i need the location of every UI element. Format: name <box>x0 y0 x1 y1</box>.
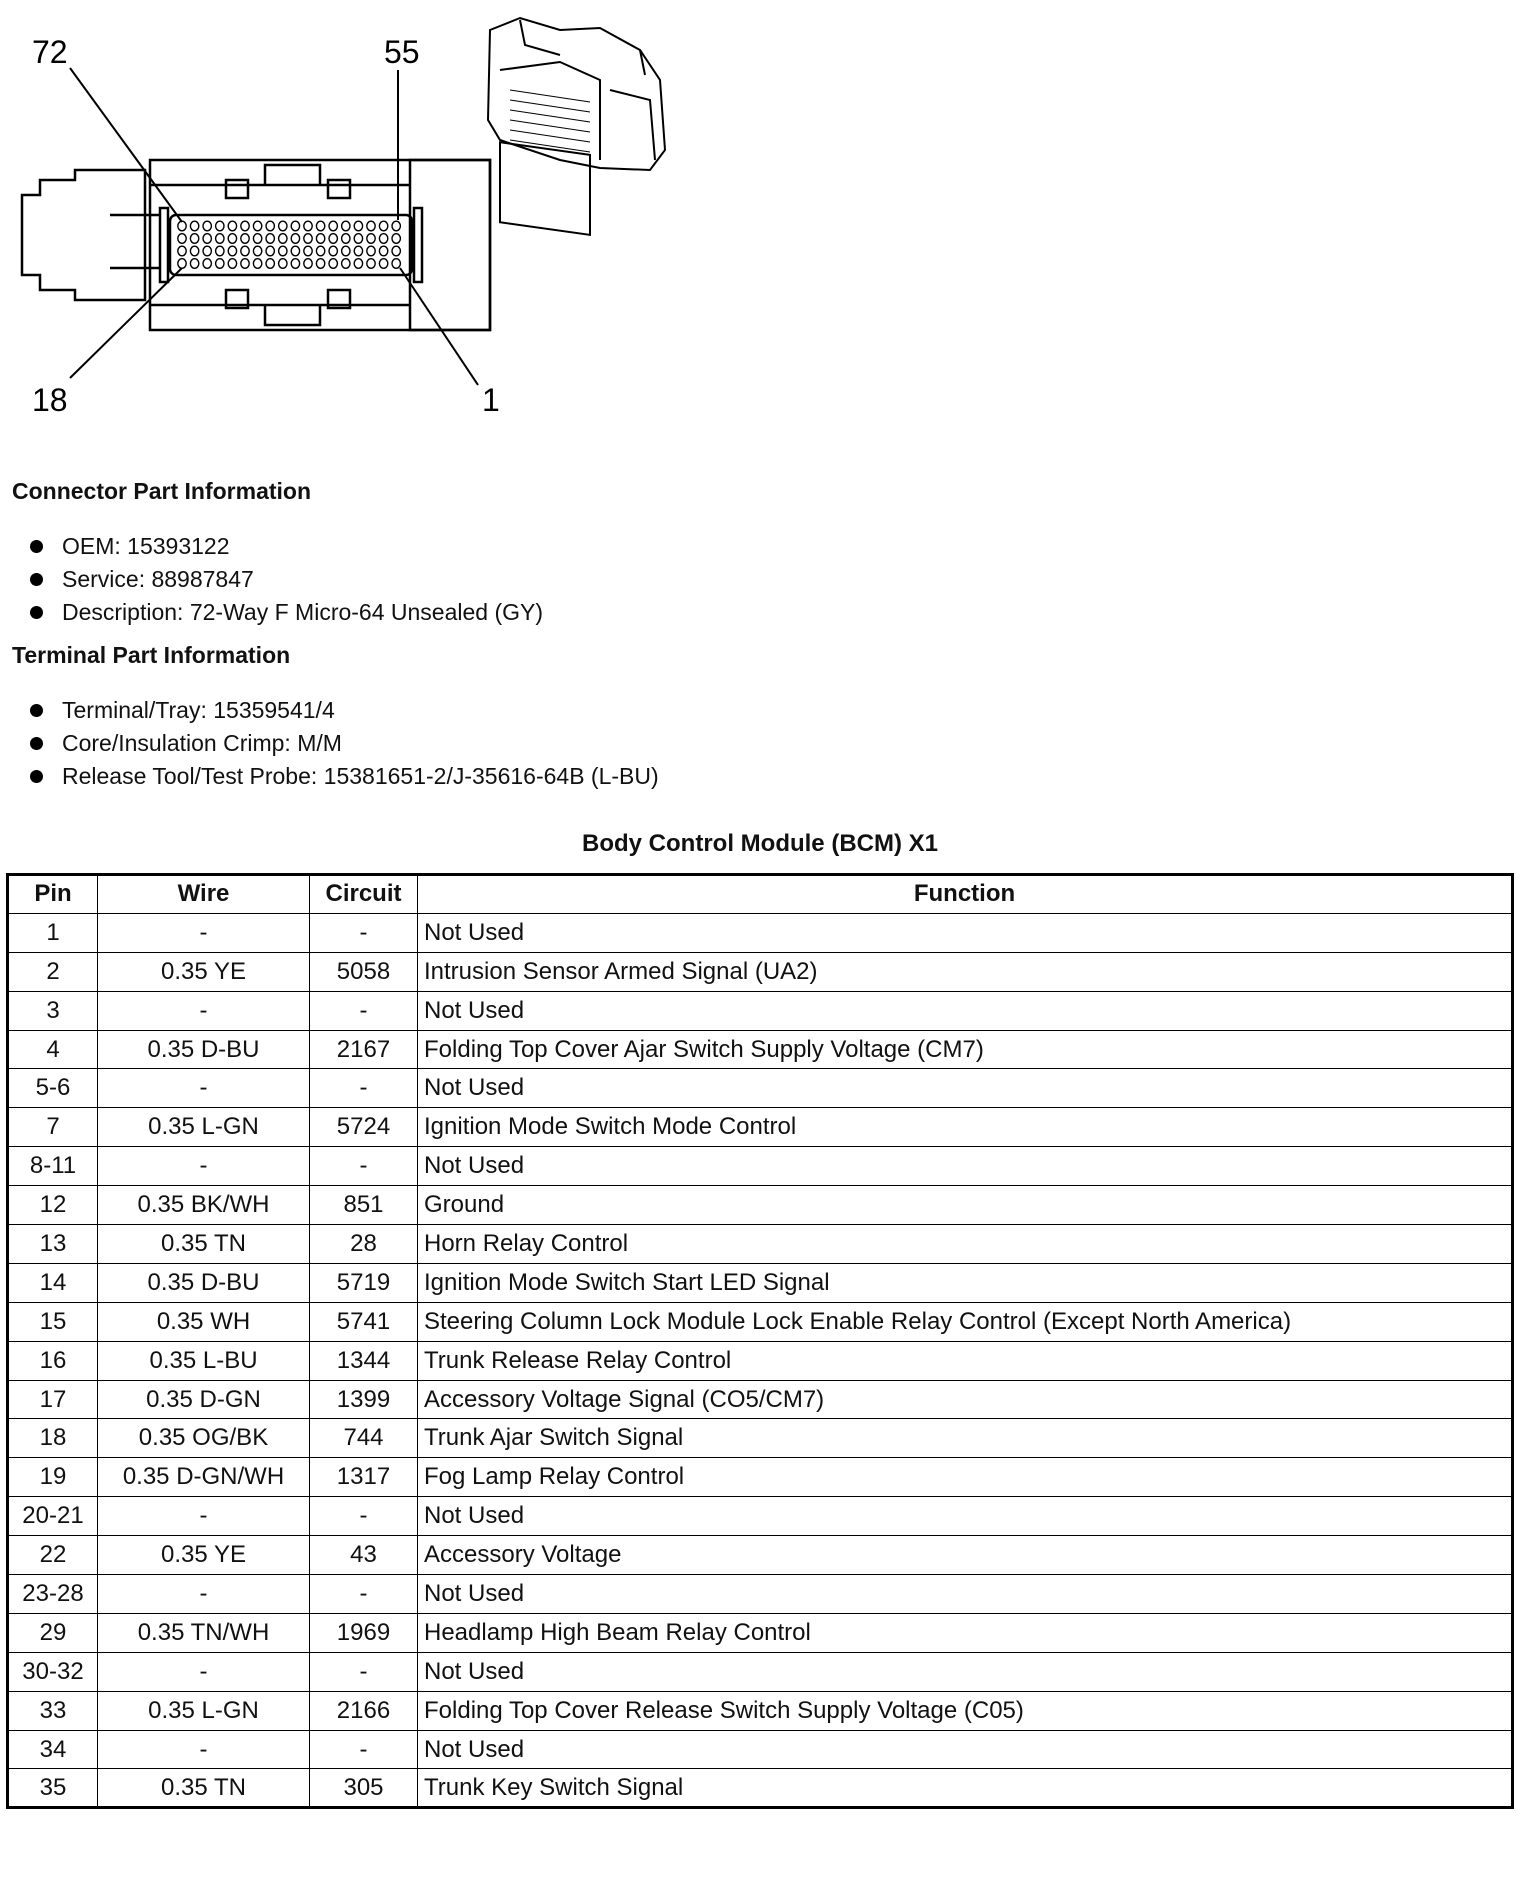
table-row <box>8 1458 1513 1497</box>
connector-pin <box>241 234 249 244</box>
pin-cell: 34 <box>8 1730 98 1769</box>
circuit-cell: 5741 <box>310 1302 418 1341</box>
circuit-cell: - <box>310 1730 418 1769</box>
wire-cell: 0.35 D-BU <box>98 1263 310 1302</box>
circuit-cell: 1399 <box>310 1380 418 1419</box>
circuit-cell: - <box>310 1652 418 1691</box>
connector-pin <box>367 246 375 256</box>
connector-pin <box>316 259 324 269</box>
list-item <box>30 694 659 727</box>
circuit-cell: 43 <box>310 1536 418 1575</box>
connector-pin <box>379 234 387 244</box>
connector-pin <box>392 221 400 231</box>
connector-pin <box>203 259 211 269</box>
list-item <box>30 530 543 563</box>
wire-cell: 0.35 TN <box>98 1769 310 1808</box>
pin-cell: 17 <box>8 1380 98 1419</box>
function-cell: Not Used <box>418 1575 1513 1614</box>
connector-pin <box>266 246 274 256</box>
connector-pin <box>241 246 249 256</box>
connector-pin <box>342 259 350 269</box>
connector-diagram <box>0 0 820 440</box>
function-cell: Accessory Voltage Signal (CO5/CM7) <box>418 1380 1513 1419</box>
pin-table <box>6 873 1514 1809</box>
connector-pin <box>316 221 324 231</box>
column-header-circuit: Circuit <box>310 875 418 914</box>
connector-pin <box>178 234 186 244</box>
connector-pin <box>190 234 198 244</box>
function-cell: Headlamp High Beam Relay Control <box>418 1613 1513 1652</box>
connector-pin <box>190 221 198 231</box>
connector-pin <box>329 259 337 269</box>
circuit-cell: 744 <box>310 1419 418 1458</box>
pin-label-1: 1 <box>482 382 500 418</box>
connector-pin <box>291 259 299 269</box>
function-cell: Trunk Release Relay Control <box>418 1341 1513 1380</box>
connector-pin <box>203 234 211 244</box>
circuit-cell: 2166 <box>310 1691 418 1730</box>
circuit-cell: 1969 <box>310 1613 418 1652</box>
bullet-icon <box>30 770 43 783</box>
function-cell: Ignition Mode Switch Mode Control <box>418 1108 1513 1147</box>
function-cell: Not Used <box>418 1497 1513 1536</box>
function-cell: Steering Column Lock Module Lock Enable Relay Control (Except North America) <box>418 1302 1513 1341</box>
bullet-icon <box>30 573 43 586</box>
circuit-cell: 851 <box>310 1186 418 1225</box>
wire-cell: - <box>98 1575 310 1614</box>
column-header-pin: Pin <box>8 875 98 914</box>
connector-pin <box>253 246 261 256</box>
list-item-text: Release Tool/Test Probe: 15381651-2/J-35616-64B (L-BU) <box>62 763 659 789</box>
connector-pin <box>228 259 236 269</box>
connector-pin <box>228 234 236 244</box>
table-row <box>8 1186 1513 1225</box>
connector-pin <box>253 259 261 269</box>
wire-cell: - <box>98 991 310 1030</box>
function-cell: Not Used <box>418 1730 1513 1769</box>
pin-cell: 30-32 <box>8 1652 98 1691</box>
connector-pin <box>253 234 261 244</box>
table-row <box>8 1575 1513 1614</box>
pin-cell: 22 <box>8 1536 98 1575</box>
connector-pin <box>291 246 299 256</box>
list-item-text: Description: 72-Way F Micro-64 Unsealed (GY) <box>62 599 544 625</box>
terminal-info-list <box>30 694 659 793</box>
circuit-cell: 305 <box>310 1769 418 1808</box>
wire-cell: 0.35 YE <box>98 952 310 991</box>
wire-cell: 0.35 D-GN/WH <box>98 1458 310 1497</box>
function-cell: Not Used <box>418 1147 1513 1186</box>
pin-cell: 20-21 <box>8 1497 98 1536</box>
wire-cell: 0.35 OG/BK <box>98 1419 310 1458</box>
wire-cell: - <box>98 913 310 952</box>
table-row <box>8 1225 1513 1264</box>
connector-pin <box>216 234 224 244</box>
pin-cell: 33 <box>8 1691 98 1730</box>
pin-label-18: 18 <box>32 382 68 418</box>
list-item-text: Terminal/Tray: 15359541/4 <box>62 697 335 723</box>
connector-pin <box>266 234 274 244</box>
circuit-cell: - <box>310 991 418 1030</box>
pin-cell: 4 <box>8 1030 98 1069</box>
wire-cell: 0.35 D-BU <box>98 1030 310 1069</box>
circuit-cell: 5724 <box>310 1108 418 1147</box>
pin-cell: 7 <box>8 1108 98 1147</box>
circuit-cell: 5719 <box>310 1263 418 1302</box>
connector-pin <box>253 221 261 231</box>
table-row <box>8 1147 1513 1186</box>
wire-cell: - <box>98 1147 310 1186</box>
pin-cell: 3 <box>8 991 98 1030</box>
circuit-cell: - <box>310 1069 418 1108</box>
connector-pin <box>266 221 274 231</box>
connector-pin <box>178 246 186 256</box>
connector-pin <box>279 259 287 269</box>
list-item-text: Service: 88987847 <box>62 566 254 592</box>
circuit-cell: - <box>310 1575 418 1614</box>
function-cell: Intrusion Sensor Armed Signal (UA2) <box>418 952 1513 991</box>
table-row <box>8 1536 1513 1575</box>
function-cell: Folding Top Cover Release Switch Supply Voltage (C05) <box>418 1691 1513 1730</box>
connector-pin <box>354 234 362 244</box>
function-cell: Not Used <box>418 1069 1513 1108</box>
connector-pin <box>329 246 337 256</box>
connector-pin <box>329 221 337 231</box>
connector-pin <box>279 221 287 231</box>
wire-cell: - <box>98 1069 310 1108</box>
connector-pin <box>379 221 387 231</box>
circuit-cell: 28 <box>310 1225 418 1264</box>
connector-pin <box>304 259 312 269</box>
connector-pin <box>304 221 312 231</box>
list-item <box>30 760 659 793</box>
wire-cell: 0.35 L-GN <box>98 1108 310 1147</box>
table-row <box>8 1730 1513 1769</box>
connector-pin <box>203 221 211 231</box>
wire-cell: - <box>98 1730 310 1769</box>
pin-cell: 15 <box>8 1302 98 1341</box>
connector-pin <box>342 221 350 231</box>
wire-cell: 0.35 YE <box>98 1536 310 1575</box>
table-row <box>8 913 1513 952</box>
function-cell: Horn Relay Control <box>418 1225 1513 1264</box>
function-cell: Ignition Mode Switch Start LED Signal <box>418 1263 1513 1302</box>
function-cell: Ground <box>418 1186 1513 1225</box>
connector-pin <box>354 246 362 256</box>
function-cell: Not Used <box>418 991 1513 1030</box>
pin-cell: 5-6 <box>8 1069 98 1108</box>
connector-pin <box>354 221 362 231</box>
bullet-icon <box>30 606 43 619</box>
circuit-cell: - <box>310 1497 418 1536</box>
table-row <box>8 1030 1513 1069</box>
bullet-icon <box>30 737 43 750</box>
pin-cell: 1 <box>8 913 98 952</box>
pin-cell: 13 <box>8 1225 98 1264</box>
function-cell: Folding Top Cover Ajar Switch Supply Voltage (CM7) <box>418 1030 1513 1069</box>
function-cell: Trunk Key Switch Signal <box>418 1769 1513 1808</box>
pin-cell: 35 <box>8 1769 98 1808</box>
terminal-info-heading: Terminal Part Information <box>12 642 291 668</box>
wire-cell: - <box>98 1497 310 1536</box>
connector-pin <box>203 246 211 256</box>
pin-cell: 16 <box>8 1341 98 1380</box>
table-row <box>8 1497 1513 1536</box>
list-item <box>30 727 659 760</box>
wire-cell: 0.35 L-BU <box>98 1341 310 1380</box>
circuit-cell: 1344 <box>310 1341 418 1380</box>
function-cell: Fog Lamp Relay Control <box>418 1458 1513 1497</box>
table-row <box>8 952 1513 991</box>
list-item <box>30 563 543 596</box>
connector-info-list <box>30 530 543 629</box>
table-row <box>8 1613 1513 1652</box>
connector-pin <box>392 246 400 256</box>
connector-pin <box>216 259 224 269</box>
connector-pin <box>316 246 324 256</box>
bullet-icon <box>30 704 43 717</box>
table-row <box>8 1769 1513 1808</box>
table-row <box>8 1419 1513 1458</box>
connector-pin <box>367 234 375 244</box>
table-row <box>8 991 1513 1030</box>
connector-pin <box>241 259 249 269</box>
pin-cell: 14 <box>8 1263 98 1302</box>
column-header-wire: Wire <box>98 875 310 914</box>
pin-cell: 8-11 <box>8 1147 98 1186</box>
table-row <box>8 1069 1513 1108</box>
table-row <box>8 1691 1513 1730</box>
wire-cell: 0.35 TN <box>98 1225 310 1264</box>
table-body <box>8 913 1513 1807</box>
circuit-cell: 2167 <box>310 1030 418 1069</box>
connector-pin <box>279 234 287 244</box>
connector-pin <box>228 246 236 256</box>
circuit-cell: 1317 <box>310 1458 418 1497</box>
wire-cell: 0.35 L-GN <box>98 1691 310 1730</box>
connector-pin <box>178 259 186 269</box>
table-row <box>8 1341 1513 1380</box>
connector-pin <box>379 246 387 256</box>
connector-pin <box>190 246 198 256</box>
connector-pin <box>367 259 375 269</box>
pin-cell: 29 <box>8 1613 98 1652</box>
connector-pin <box>216 246 224 256</box>
connector-pin <box>392 259 400 269</box>
connector-pin <box>367 221 375 231</box>
connector-pin <box>304 234 312 244</box>
connector-pin <box>291 234 299 244</box>
connector-pin <box>291 221 299 231</box>
connector-pin <box>178 221 186 231</box>
connector-pin <box>379 259 387 269</box>
pin-cell: 19 <box>8 1458 98 1497</box>
bullet-icon <box>30 540 43 553</box>
circuit-cell: - <box>310 1147 418 1186</box>
connector-pin <box>316 234 324 244</box>
connector-pin <box>241 221 249 231</box>
pin-cell: 2 <box>8 952 98 991</box>
wire-cell: 0.35 TN/WH <box>98 1613 310 1652</box>
function-cell: Trunk Ajar Switch Signal <box>418 1419 1513 1458</box>
connector-pin <box>279 246 287 256</box>
pin-cell: 18 <box>8 1419 98 1458</box>
table-row <box>8 1108 1513 1147</box>
connector-pin <box>354 259 362 269</box>
function-cell: Not Used <box>418 913 1513 952</box>
function-cell: Not Used <box>418 1652 1513 1691</box>
connector-pin <box>342 234 350 244</box>
table-row <box>8 1380 1513 1419</box>
pin-label-72: 72 <box>32 34 68 70</box>
pin-label-55: 55 <box>384 34 420 70</box>
connector-pin <box>216 221 224 231</box>
table-row <box>8 1302 1513 1341</box>
table-title: Body Control Module (BCM) X1 <box>582 830 938 857</box>
function-cell: Accessory Voltage <box>418 1536 1513 1575</box>
wire-cell: 0.35 BK/WH <box>98 1186 310 1225</box>
pin-cell: 12 <box>8 1186 98 1225</box>
list-item <box>30 596 543 629</box>
wire-cell: 0.35 WH <box>98 1302 310 1341</box>
wire-cell: - <box>98 1652 310 1691</box>
pin-cell: 23-28 <box>8 1575 98 1614</box>
connector-pin <box>329 234 337 244</box>
table-header-row <box>8 875 1513 914</box>
connector-pin <box>392 234 400 244</box>
table-row <box>8 1263 1513 1302</box>
connector-pin <box>190 259 198 269</box>
connector-pin <box>228 221 236 231</box>
table-row <box>8 1652 1513 1691</box>
connector-pin <box>266 259 274 269</box>
list-item-text: OEM: 15393122 <box>62 533 230 559</box>
connector-info-heading: Connector Part Information <box>12 478 312 504</box>
connector-pin <box>304 246 312 256</box>
connector-isometric-view <box>488 18 665 235</box>
list-item-text: Core/Insulation Crimp: M/M <box>62 730 342 756</box>
circuit-cell: 5058 <box>310 952 418 991</box>
wire-cell: 0.35 D-GN <box>98 1380 310 1419</box>
column-header-function: Function <box>418 875 1513 914</box>
connector-pin <box>342 246 350 256</box>
circuit-cell: - <box>310 913 418 952</box>
